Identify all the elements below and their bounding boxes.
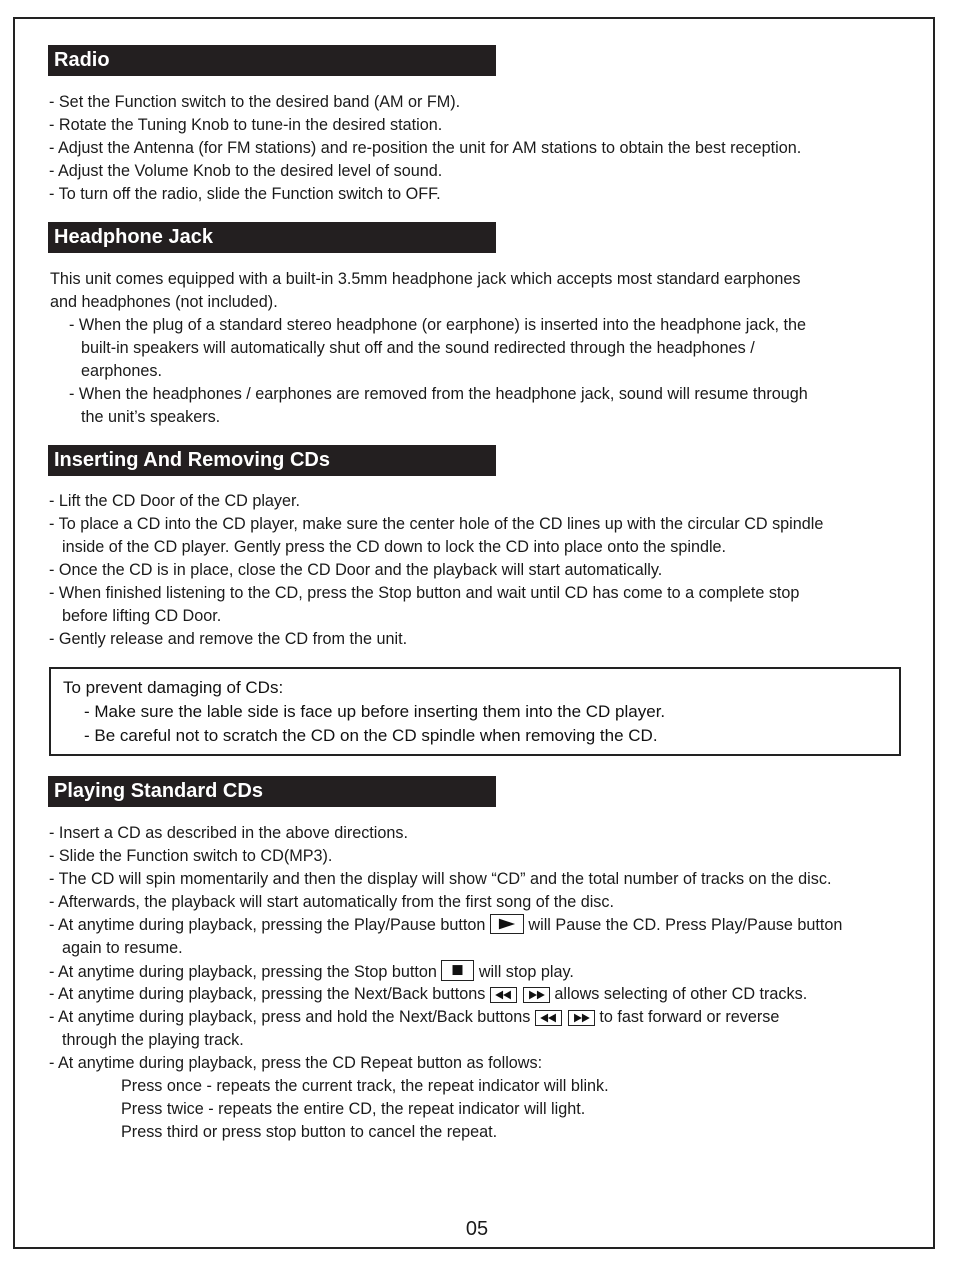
inserting-line-7: - Gently release and remove the CD from the unit. bbox=[49, 630, 408, 648]
radio-line-5: - To turn off the radio, slide the Function switch to OFF. bbox=[49, 185, 441, 203]
headphone-line-5: earphones. bbox=[81, 362, 163, 380]
headphone-heading: Headphone Jack bbox=[48, 222, 496, 253]
next-icon bbox=[523, 987, 550, 1003]
playing-line-11: - At anytime during playback, press the CD Repeat button as follows: bbox=[49, 1054, 543, 1072]
headphone-line-7: the unit’s speakers. bbox=[81, 408, 221, 426]
playing-line-9-start: - At anytime during playback, press and hold the Next/Back buttons bbox=[49, 1008, 535, 1026]
radio-line-1: - Set the Function switch to the desired band (AM or FM). bbox=[49, 93, 461, 111]
back-icon bbox=[490, 987, 517, 1003]
playing-line-2: - Slide the Function switch to CD(MP3). bbox=[49, 847, 333, 865]
caution-note-item-1: - Make sure the lable side is face up before inserting them into the CD player. bbox=[84, 702, 666, 721]
inserting-line-2: - To place a CD into the CD player, make sure the center hole of the CD lines up with the circular CD spindle bbox=[49, 515, 824, 533]
radio-heading: Radio bbox=[48, 45, 496, 76]
inserting-heading: Inserting And Removing CDs bbox=[48, 445, 496, 476]
playing-line-8 bbox=[49, 983, 807, 1006]
radio-line-4: - Adjust the Volume Knob to the desired level of sound. bbox=[49, 162, 443, 180]
inserting-line-1: - Lift the CD Door of the CD player. bbox=[49, 492, 301, 510]
playing-line-7-start: - At anytime during playback, pressing the Stop button bbox=[49, 963, 442, 981]
playing-line-4: - Afterwards, the playback will start automatically from the first song of the disc. bbox=[49, 893, 614, 911]
headphone-line-4: built-in speakers will automatically shut off and the sound redirected through the headphones / bbox=[81, 339, 755, 357]
playing-line-5 bbox=[49, 914, 842, 937]
playing-line-5-start: - At anytime during playback, pressing the Play/Pause button bbox=[49, 916, 490, 934]
playing-line-7 bbox=[49, 960, 574, 984]
inserting-line-5: - When finished listening to the CD, press the Stop button and wait until CD has come to a complete stop bbox=[49, 584, 800, 602]
playing-line-7-end: will stop play. bbox=[474, 963, 574, 981]
headphone-line-6: - When the headphones / earphones are removed from the headphone jack, sound will resume through bbox=[69, 385, 808, 403]
inserting-line-4: - Once the CD is in place, close the CD Door and the playback will start automatically. bbox=[49, 561, 663, 579]
repeat-twice-line: Press twice - repeats the entire CD, the repeat indicator will light. bbox=[121, 1100, 586, 1118]
next-icon bbox=[568, 1010, 595, 1026]
play-icon bbox=[490, 914, 524, 934]
inserting-line-3: inside of the CD player. Gently press the CD down to lock the CD into place onto the spindle. bbox=[62, 538, 727, 556]
playing-line-1: - Insert a CD as described in the above directions. bbox=[49, 824, 409, 842]
playing-line-5-end: will Pause the CD. Press Play/Pause button bbox=[523, 916, 843, 934]
caution-note-title: To prevent damaging of CDs: bbox=[63, 678, 284, 697]
repeat-once-line: Press once - repeats the current track, the repeat indicator will blink. bbox=[121, 1077, 609, 1095]
headphone-line-3: - When the plug of a standard stereo headphone (or earphone) is inserted into the headphone jack, the bbox=[69, 316, 807, 334]
radio-line-2: - Rotate the Tuning Knob to tune-in the desired station. bbox=[49, 116, 443, 134]
playing-line-8-start: - At anytime during playback, pressing the Next/Back buttons bbox=[49, 985, 490, 1003]
playing-line-10: through the playing track. bbox=[62, 1031, 244, 1049]
inserting-line-6: before lifting CD Door. bbox=[62, 607, 222, 625]
playing-heading: Playing Standard CDs bbox=[48, 776, 496, 807]
radio-line-3: - Adjust the Antenna (for FM stations) and re-position the unit for AM stations to obtain the best reception. bbox=[49, 139, 802, 157]
page-number: 05 bbox=[465, 1218, 489, 1240]
caution-note-item-2: - Be careful not to scratch the CD on the CD spindle when removing the CD. bbox=[84, 726, 658, 745]
playing-line-8-end: allows selecting of other CD tracks. bbox=[549, 985, 808, 1003]
back-icon bbox=[535, 1010, 562, 1026]
headphone-line-1: This unit comes equipped with a built-in 3.5mm headphone jack which accepts most standard earphones bbox=[50, 270, 801, 288]
playing-line-3: - The CD will spin momentarily and then the display will show “CD” and the total number of tracks on the disc. bbox=[49, 870, 832, 888]
playing-line-6: again to resume. bbox=[62, 939, 183, 957]
headphone-line-2: and headphones (not included). bbox=[50, 293, 278, 311]
playing-line-9-end: to fast forward or reverse bbox=[594, 1008, 780, 1026]
stop-icon bbox=[441, 960, 474, 981]
playing-line-9 bbox=[49, 1006, 779, 1029]
repeat-cancel-line: Press third or press stop button to cancel the repeat. bbox=[121, 1123, 498, 1141]
